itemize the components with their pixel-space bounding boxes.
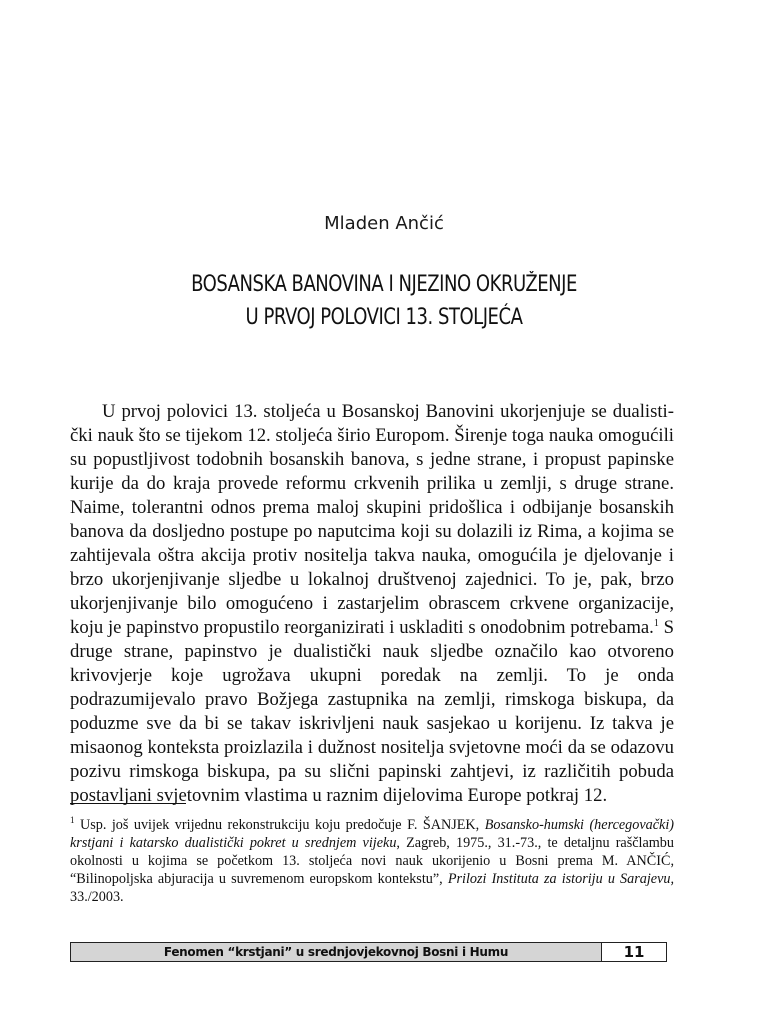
footnote-text-2: , Zagreb, 1975., 31.-73., te detaljnu raščlambu okolnosti u kojima se početkom 13. stoljeća novi nauk ukorijenio u Bosni prema M. ANČIĆ, “Bilinopoljska abjuracija u suvremenom europskom kontekstu”,: [70, 835, 674, 887]
article-title: [69, 268, 699, 334]
title-line-2: U PRVOJ POLOVICI 13. STOLJEĆA: [245, 305, 523, 330]
body-text-part-1: U prvoj polovici 13. stoljeća u Bosanskoj Banovini ukorjenjuje se dualistički nauk što se tijekom 12. stoljeća širio Europom. Širenje toga nauka omogućili su popustljivost todobnih bosanskih banova, s jedne strane, i propust papinske kurije da do kraja provede reformu crkvenih prilika u zemlji, s druge strane. Naime, tolerantni odnos prema maloj skupini pridošlica i odbijanje bosanskih banova da dosljedno postupe po naputcima koji su dolazili iz Rima, a kojima se zahtijevala oštra akcija protiv nositelja takva nauka, omogućila je djelovanje i brzo ukorjenjivanje sljedbe u lokalnoj društvenoj zajednici. To je, pak, brzo ukorjenjivanje bilo omogućeno i zastarjelim obrascem crkvene organizacije, koju je papinstvo propustilo reorganizirati i uskladiti s onodobnim potrebama.: [70, 401, 674, 638]
page-footer: [70, 942, 667, 962]
title-line-1: BOSANSKA BANOVINA I NJEZINO OKRUŽENJE: [191, 272, 577, 297]
footnote: [70, 816, 674, 906]
body-text: [70, 400, 674, 808]
footnote-work-title-1: Bosansko-humski (hercegovački) krstjani i katarsko dualistički pokret u srednjem vijeku: [70, 817, 674, 851]
footnote-paragraph: [70, 816, 674, 906]
footnote-number: 1: [70, 815, 75, 825]
footnote-text-1: Usp. još uvijek vrijednu rekonstrukciju koju predočuje F. ŠANJEK,: [74, 817, 485, 833]
body-paragraph: [70, 400, 674, 808]
running-footer-title: Fenomen “krstjani” u srednjovjekovnoj Bosni i Humu: [71, 943, 601, 961]
footnote-separator: [70, 803, 186, 804]
author-name: Mladen Ančić: [324, 213, 444, 234]
body-text-part-2: S druge strane, papinstvo je dualistički nauk sljedbe označilo kao otvoreno krivovjerje koje ugrožava ukupni poredak na zemlji. To je onda podrazumijevalo pravo Božjega zastupnika na zemlji, rimskoga biskupa, da poduzme sve da bi se takav iskrivljeni nauk sasjekao u korijenu. Iz takva je misaonog konteksta proizlazila i dužnost nositelja svjetovne moći da se odazovu pozivu rimskoga biskupa, pa su slični papinski zahtjevi, iz različitih pobuda postavljani svjetovnim vlastima u raznim dijelovima Europe potkraj 12.: [70, 617, 674, 806]
footnote-reference[interactable]: 1: [653, 618, 659, 629]
footnote-text-3: 33./2003.: [70, 889, 124, 905]
footnote-work-title-2: Prilozi Instituta za istoriju u Sarajevu,: [447, 871, 675, 887]
page-number: 11: [601, 943, 666, 961]
